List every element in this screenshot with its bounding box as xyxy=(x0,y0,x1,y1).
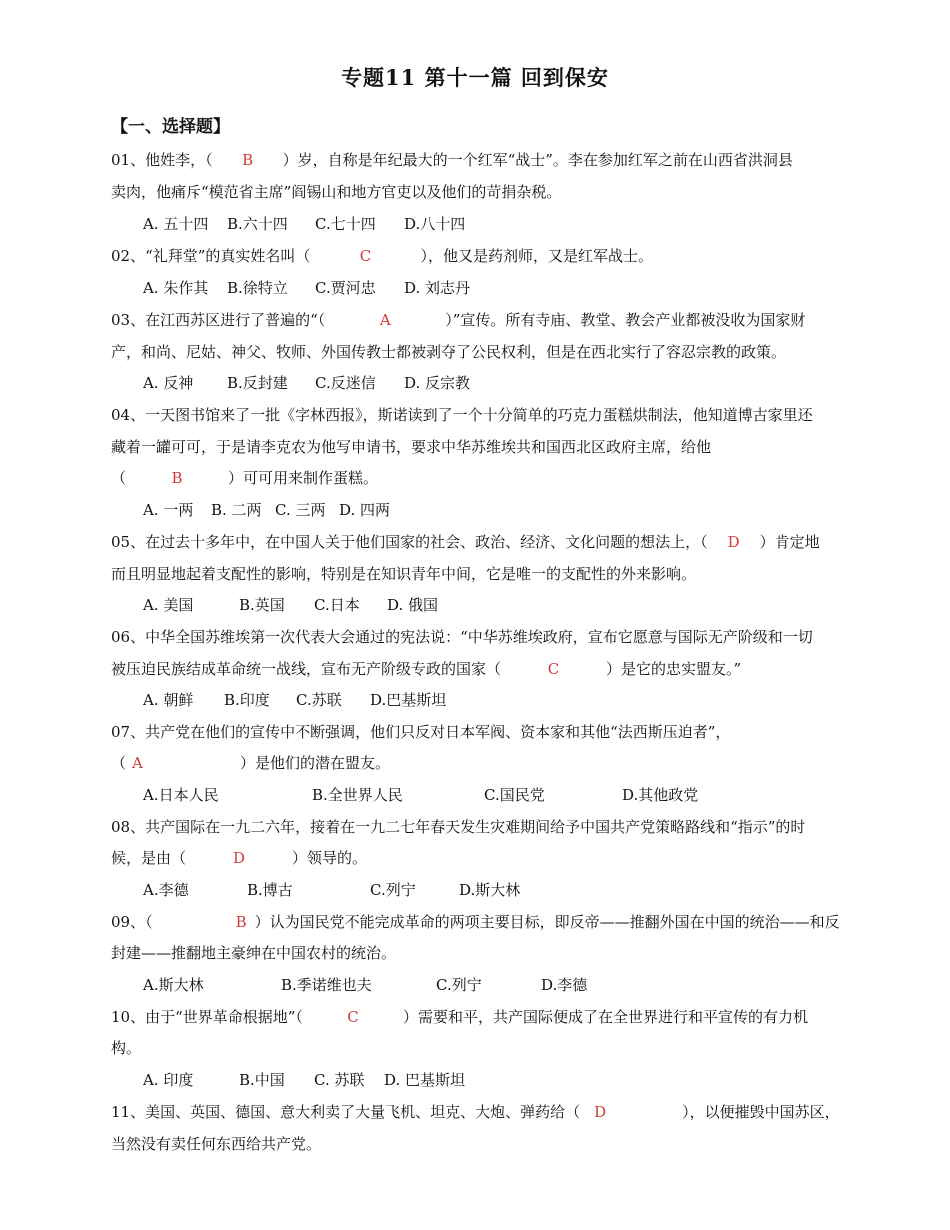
question-4-line-3: （ B ）可可用来制作蛋糕。 xyxy=(111,469,379,487)
option-c: C.列宁 xyxy=(370,881,416,899)
answer-11: D xyxy=(594,1103,607,1121)
question-6-line-2: 被压迫民族结成革命统一战线，宣布无产阶级专政的国家（ C ）是它的忠实盟友。” xyxy=(111,660,742,678)
question-11-line-2: 当然没有卖任何东西给共产党。 xyxy=(111,1135,322,1153)
option-b: B.六十四 xyxy=(227,215,288,233)
option-c: C. 三两 xyxy=(275,501,326,519)
question-7-line-1: 07、共产党在他们的宣传中不断强调，他们只反对日本军阀、资本家和其他“法西斯压迫者”， xyxy=(111,723,731,741)
question-5-line-1: 05、在过去十多年中，在中国人关于他们国家的社会、政治、经济、文化问题的想法上，（ D ）肯定地 xyxy=(111,533,820,551)
option-a: A. 印度 xyxy=(143,1071,194,1089)
page-title: 专题11 第十一篇 回到保安 xyxy=(341,65,609,90)
option-b: B.徐特立 xyxy=(227,279,288,297)
option-c: C.七十四 xyxy=(315,215,376,233)
question-10-line-1: 10、由于“世界革命根据地”（ C ）需要和平，共产国际便成了在全世界进行和平宣传的有力机 xyxy=(111,1008,808,1026)
answer-5: D xyxy=(727,533,740,551)
option-a: A. 五十四 xyxy=(143,215,209,233)
question-4-options xyxy=(143,500,390,520)
answer-2: C xyxy=(359,247,372,265)
question-9-line-1: 09、（ B ）认为国民党不能完成革命的两项主要目标，即反帝——推翻外国在中国的统治——和反 xyxy=(111,913,840,931)
option-c: C.日本 xyxy=(314,596,360,614)
option-c: C.国民党 xyxy=(484,786,545,804)
option-a: A. 一两 xyxy=(143,501,194,519)
question-2-line-1: 02、“礼拜堂”的真实姓名叫（ C ），他又是药剂师，又是红军战士。 xyxy=(111,247,653,265)
question-7-options xyxy=(143,785,698,805)
option-a: A. 朱作其 xyxy=(143,279,209,297)
question-6-line-1: 06、中华全国苏维埃第一次代表大会通过的宪法说：“中华苏维埃政府，宣布它愿意与国际无产阶级和一切 xyxy=(111,628,813,646)
option-d: D. 反宗教 xyxy=(404,374,471,392)
option-a: A.李德 xyxy=(143,881,189,899)
option-c: C.列宁 xyxy=(436,976,482,994)
question-9-options xyxy=(143,975,587,995)
option-d: D.李德 xyxy=(541,976,588,994)
question-10-line-2: 构。 xyxy=(111,1039,142,1057)
option-a: A. 朝鲜 xyxy=(143,691,194,709)
option-b: B.英国 xyxy=(239,596,285,614)
option-a: A. 反神 xyxy=(143,374,194,392)
option-a: A. 美国 xyxy=(143,596,194,614)
answer-7: A xyxy=(132,754,143,772)
option-b: B.博古 xyxy=(247,881,293,899)
question-3-line-2: 产，和尚、尼姑、神父、牧师、外国传教士都被剥夺了公民权利，但是在西北实行了容忍宗教的政策。 xyxy=(111,343,787,361)
option-d: D. 俄国 xyxy=(387,596,439,614)
answer-10: C xyxy=(347,1008,359,1026)
option-c: C.贾河忠 xyxy=(315,279,376,297)
option-b: B.印度 xyxy=(224,691,270,709)
option-d: D. 四两 xyxy=(339,501,391,519)
option-b: B.中国 xyxy=(239,1071,285,1089)
option-d: D.其他政党 xyxy=(622,786,699,804)
question-1-options xyxy=(143,214,465,234)
option-c: C. 苏联 xyxy=(314,1071,365,1089)
answer-4: B xyxy=(171,469,183,487)
question-5-line-2: 而且明显地起着支配性的影响，特别是在知识青年中间，它是唯一的支配性的外来影响。 xyxy=(111,565,697,583)
question-11-line-1: 11、美国、英国、德国、意大利卖了大量飞机、坦克、大炮、弹药给（ D ），以便摧毁中国苏区， xyxy=(111,1103,840,1121)
question-8-line-1: 08、共产国际在一九二六年，接着在一九二七年春天发生灾难期间给予中国共产党策略路线和“指示”的时 xyxy=(111,818,806,836)
question-8-line-2: 候，是由（ D ）领导的。 xyxy=(111,849,368,867)
option-c: C.反迷信 xyxy=(315,374,376,392)
option-b: B.反封建 xyxy=(227,374,288,392)
answer-8: D xyxy=(233,849,246,867)
section-heading: 【一、选择题】 xyxy=(111,117,230,137)
option-d: D.八十四 xyxy=(404,215,466,233)
question-10-options xyxy=(143,1070,465,1090)
option-a: A.日本人民 xyxy=(143,786,219,804)
answer-6: C xyxy=(547,660,560,678)
question-1-line-2: 卖肉，他痛斥“模范省主席”阎锡山和地方官吏以及他们的苛捐杂税。 xyxy=(111,183,562,201)
option-d: D. 巴基斯坦 xyxy=(384,1071,466,1089)
option-d: D. 刘志丹 xyxy=(404,279,471,297)
option-b: B.全世界人民 xyxy=(312,786,403,804)
answer-1: B xyxy=(242,151,254,169)
option-c: C.苏联 xyxy=(296,691,342,709)
question-2-options xyxy=(143,278,470,298)
answer-9: B xyxy=(235,913,247,931)
question-8-options xyxy=(143,880,520,900)
question-9-line-2: 封建——推翻地主豪绅在中国农村的统治。 xyxy=(111,944,397,962)
question-5-options xyxy=(143,595,438,615)
question-1-line-1: 01、他姓李，（ B ）岁，自称是年纪最大的一个红军“战士”。李在参加红军之前在山西省洪洞县 xyxy=(111,151,793,169)
question-4-line-1: 04、一天图书馆来了一批《字林西报》，斯诺读到了一个十分简单的巧克力蛋糕烘制法，他知道博古家里还 xyxy=(111,406,813,424)
option-b: B. 二两 xyxy=(211,501,262,519)
question-6-options xyxy=(143,690,446,710)
option-b: B.季诺维也夫 xyxy=(281,976,372,994)
question-4-line-2: 藏着一罐可可，于是请李克农为他写申请书，要求中华苏维埃共和国西北区政府主席，给他 xyxy=(111,438,712,456)
question-3-options xyxy=(143,373,470,393)
answer-3: A xyxy=(379,311,391,329)
option-d: D.斯大林 xyxy=(459,881,521,899)
option-a: A.斯大林 xyxy=(143,976,204,994)
option-d: D.巴基斯坦 xyxy=(370,691,447,709)
question-3-line-1: 03、在江西苏区进行了普遍的“（ A ）”宣传。所有寺庙、教堂、教会产业都被没收为国家财 xyxy=(111,311,806,329)
question-7-line-2: （ A ）是他们的潜在盟友。 xyxy=(111,754,391,772)
